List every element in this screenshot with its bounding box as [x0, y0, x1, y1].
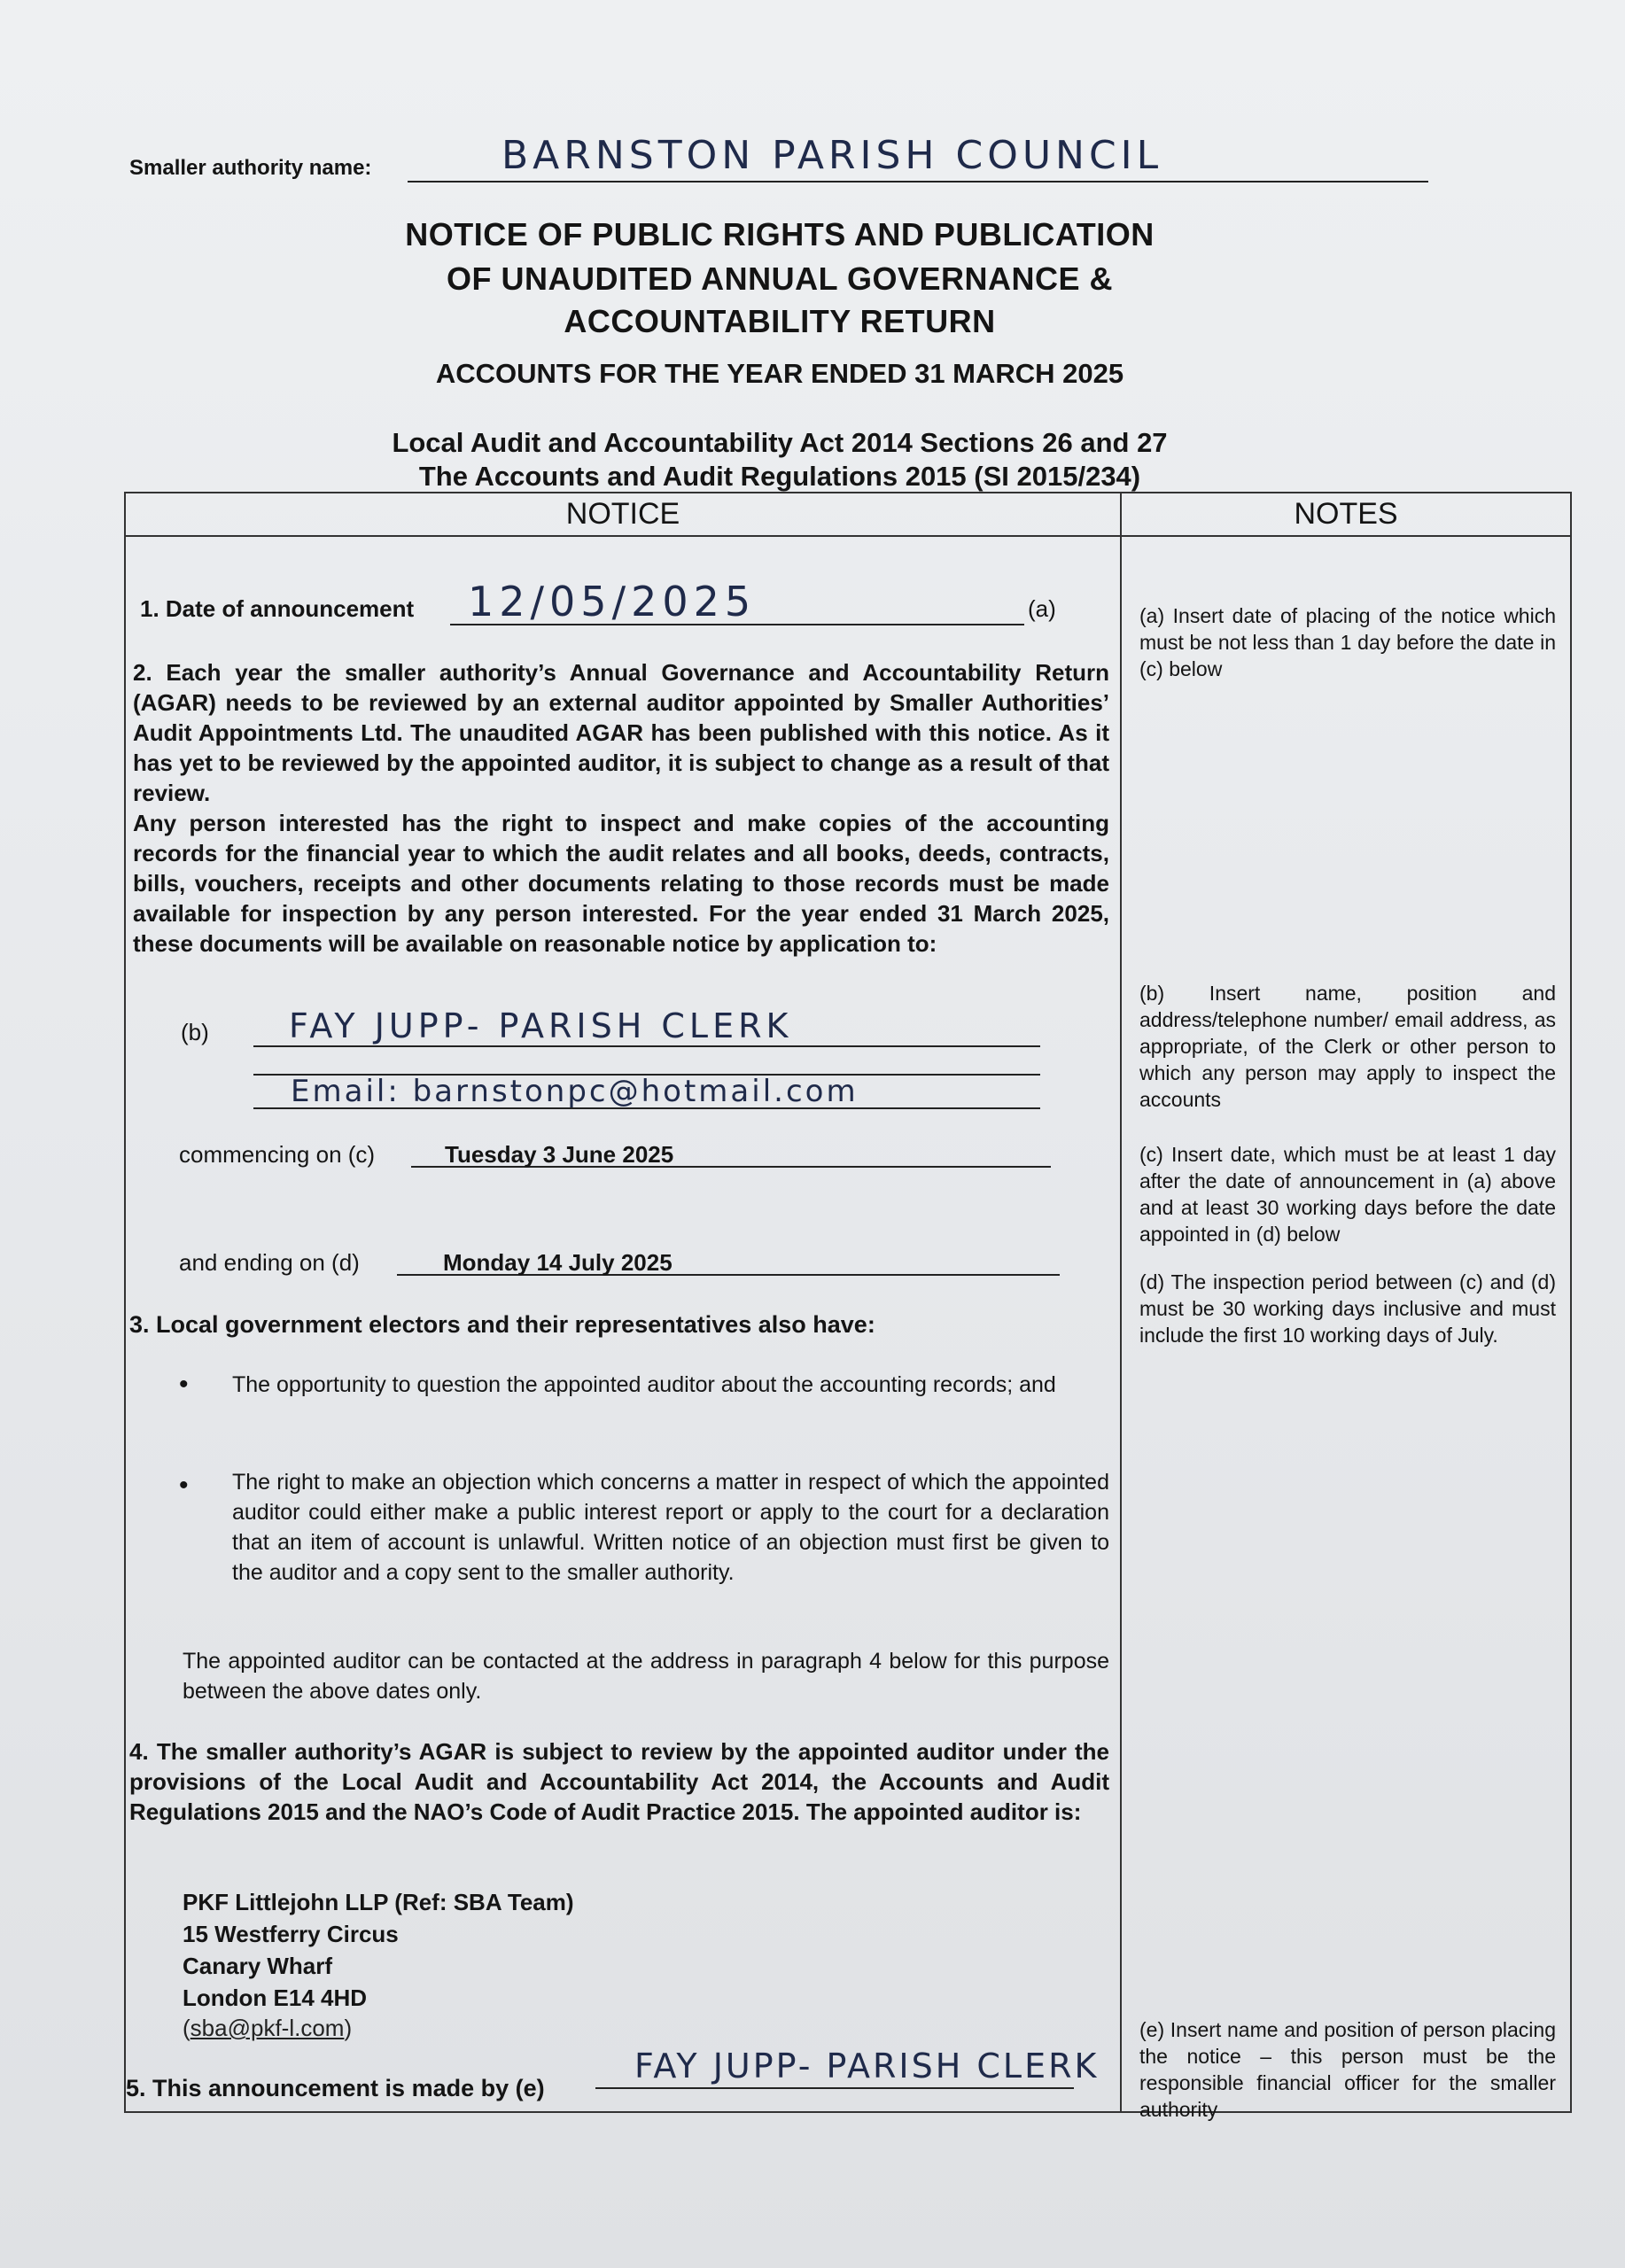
note-marker-a: (a) — [1028, 595, 1056, 622]
bullet-question-auditor: The opportunity to question the appointed auditor about the accounting records; and — [232, 1372, 1056, 1397]
bullet-dot-icon: • — [179, 1370, 189, 1399]
ending-on-date: Monday 14 July 2025 — [443, 1249, 673, 1276]
paragraph-3-heading: 3. Local government electors and their representatives also have: — [129, 1311, 875, 1338]
note-b: (b) Insert name, position and address/telephone number/ email address, as appropriate, of the Clerk or other person to which any person may apply to inspect the accounts — [1139, 982, 1556, 1111]
notice-column-header: NOTICE — [565, 497, 680, 531]
note-marker-b: (b) — [181, 1019, 209, 1045]
announcement-made-by-label: 5. This announcement is made by (e) — [126, 2075, 545, 2101]
auditor-address-line-2: 15 Westferry Circus — [183, 1921, 399, 1947]
column-divider — [1120, 492, 1122, 2113]
announcement-made-by-handwritten: FAY JUPP- PARISH CLERK — [634, 2047, 1100, 2085]
note-d: (d) The inspection period between (c) and (d) must be 30 working days inclusive and must include the first 10 working days of July. — [1139, 1270, 1556, 1347]
notes-column-header: NOTES — [1294, 497, 1398, 531]
commencing-on-label: commencing on (c) — [179, 1141, 376, 1168]
contact-underline-1 — [253, 1045, 1040, 1047]
paren-open: ( — [183, 2015, 190, 2041]
header-row-rule — [124, 535, 1572, 537]
accounts-year-subtitle: ACCOUNTS FOR THE YEAR ENDED 31 MARCH 2025 — [435, 358, 1124, 389]
contact-name-handwritten: FAY JUPP- PARISH CLERK — [289, 1006, 793, 1045]
auditor-email-line — [183, 2015, 352, 2042]
contact-email-handwritten: Email: barnstonpc@hotmail.com — [291, 1074, 859, 1109]
date-of-announcement-label: 1. Date of announcement — [140, 595, 415, 622]
authority-name-underline — [408, 181, 1428, 183]
paragraph-2-review-text: 2. Each year the smaller authority’s Annual Governance and Accountability Return (AGAR) needs to be reviewed by an external auditor appointed by Smaller Authorities’ Audit Appointments Ltd. The unaudited AGAR has been published with this notice. As it has yet to be reviewed by the appointed auditor, it is subject to change as a result of that review. — [133, 659, 1109, 806]
auditor-address-line-1: PKF Littlejohn LLP (Ref: SBA Team) — [183, 1889, 574, 1915]
paren-close: ) — [344, 2015, 353, 2041]
date-of-announcement-value: 12/05/2025 — [468, 578, 757, 625]
note-e: (e) Insert name and position of person placing the notice – this person must be the responsible financial officer for the smaller authority — [1139, 2018, 1556, 2121]
auditor-address-line-3: Canary Wharf — [183, 1953, 333, 1979]
act-reference: Local Audit and Accountability Act 2014 Sections 26 and 27 — [392, 427, 1168, 458]
paragraph-2 — [133, 657, 1109, 959]
notice-title-line-3: ACCOUNTABILITY RETURN — [564, 303, 996, 339]
ending-on-label: and ending on (d) — [179, 1249, 360, 1276]
auditor-contact-text: The appointed auditor can be contacted at the address in paragraph 4 below for this purpose between the above dates only. — [183, 1649, 1109, 1704]
bullet-dot-icon: • — [179, 1471, 189, 1500]
commencing-on-date: Tuesday 3 June 2025 — [445, 1141, 674, 1168]
paragraph-4: 4. The smaller authority’s AGAR is subject to review by the appointed auditor under the provisions of the Local Audit and Accountability Act 2014, the Accounts and Audit Regulations 2015 and the NAO’s Code of Audit Practice 2015. The appointed auditor is: — [129, 1738, 1109, 1825]
bullet-right-to-object: The right to make an objection which concerns a matter in respect of which the appointed auditor could either make a public interest report or apply to the court for a declaration that an item of account is unlawful. Written notice of an objection must first be given to the auditor and a copy sent to the smaller authority. — [232, 1470, 1109, 1585]
note-a: (a) Insert date of placing of the notice which must be not less than 1 day before the date in (c) below — [1139, 604, 1556, 680]
authority-name-handwritten: BARNSTON PARISH COUNCIL — [501, 133, 1163, 178]
announcement-made-by-underline — [595, 2087, 1074, 2089]
auditor-email-link[interactable]: sba@pkf-l.com — [190, 2015, 345, 2041]
note-c: (c) Insert date, which must be at least 1 day after the date of announcement in (a) above and at least 30 working days before the date appointed in (d) below — [1139, 1143, 1556, 1246]
paragraph-2-inspection-text: Any person interested has the right to inspect and make copies of the accounting records for the financial year to which the audit relates and all books, deeds, contracts, bills, vouchers, receipts and other documents relating to those records must be made available for inspection by any person interested. For the year ended 31 March 2025, these documents will be available on reasonable notice by application to: — [133, 810, 1109, 957]
authority-name-label: Smaller authority name: — [129, 156, 372, 180]
regulations-reference: The Accounts and Audit Regulations 2015 (SI 2015/234) — [418, 461, 1141, 492]
notice-title-line-2: OF UNAUDITED ANNUAL GOVERNANCE & — [446, 260, 1113, 297]
auditor-address-line-4: London E14 4HD — [183, 1984, 368, 2011]
notice-title-line-1: NOTICE OF PUBLIC RIGHTS AND PUBLICATION — [405, 216, 1155, 252]
